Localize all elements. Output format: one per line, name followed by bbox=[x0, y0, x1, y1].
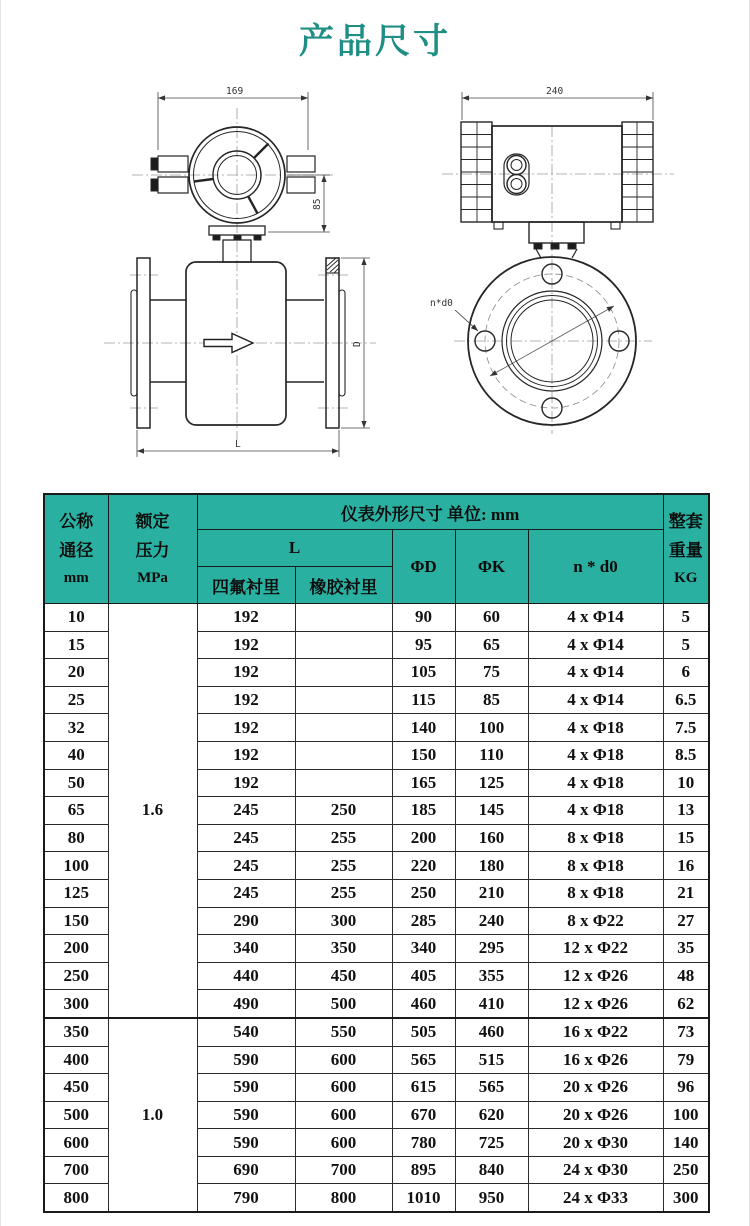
cell-phi-d: 200 bbox=[392, 824, 455, 852]
cell-n-d0: 24 x Φ30 bbox=[528, 1156, 663, 1184]
cell-nominal-diameter: 100 bbox=[44, 852, 108, 880]
cell-n-d0: 4 x Φ18 bbox=[528, 769, 663, 797]
cell-l-ptfe: 245 bbox=[197, 879, 295, 907]
cell-l-ptfe: 590 bbox=[197, 1046, 295, 1074]
cell-n-d0: 8 x Φ18 bbox=[528, 852, 663, 880]
cell-weight: 6.5 bbox=[663, 686, 709, 714]
cell-n-d0: 8 x Φ18 bbox=[528, 824, 663, 852]
cell-phi-d: 105 bbox=[392, 659, 455, 687]
cell-l-rubber bbox=[295, 714, 392, 742]
cell-n-d0: 20 x Φ26 bbox=[528, 1101, 663, 1129]
cell-phi-d: 780 bbox=[392, 1129, 455, 1157]
dim-240-label: 240 bbox=[546, 86, 564, 97]
cell-weight: 15 bbox=[663, 824, 709, 852]
dim-169-label: 169 bbox=[226, 86, 244, 97]
dim-L-label: L bbox=[235, 439, 241, 450]
header-outline-dimensions: 仪表外形尺寸 单位: mm bbox=[197, 494, 663, 530]
cell-n-d0: 20 x Φ26 bbox=[528, 1074, 663, 1102]
cell-nominal-diameter: 80 bbox=[44, 824, 108, 852]
cell-phi-k: 125 bbox=[455, 769, 528, 797]
cell-rated-pressure: 1.0 bbox=[108, 1018, 197, 1212]
cell-l-ptfe: 192 bbox=[197, 741, 295, 769]
cell-n-d0: 8 x Φ18 bbox=[528, 879, 663, 907]
cell-l-ptfe: 290 bbox=[197, 907, 295, 935]
cell-phi-d: 250 bbox=[392, 879, 455, 907]
cell-phi-d: 220 bbox=[392, 852, 455, 880]
cell-nominal-diameter: 40 bbox=[44, 741, 108, 769]
cell-phi-d: 670 bbox=[392, 1101, 455, 1129]
cell-n-d0: 12 x Φ26 bbox=[528, 990, 663, 1018]
cell-phi-d: 185 bbox=[392, 797, 455, 825]
cell-n-d0: 20 x Φ30 bbox=[528, 1129, 663, 1157]
cell-l-rubber: 600 bbox=[295, 1129, 392, 1157]
table-body bbox=[44, 604, 709, 1213]
cell-phi-k: 410 bbox=[455, 990, 528, 1018]
cell-weight: 300 bbox=[663, 1184, 709, 1212]
cell-l-ptfe: 590 bbox=[197, 1129, 295, 1157]
cell-l-ptfe: 192 bbox=[197, 686, 295, 714]
cell-nominal-diameter: 50 bbox=[44, 769, 108, 797]
header-L: L bbox=[197, 530, 392, 567]
cell-phi-k: 950 bbox=[455, 1184, 528, 1212]
cell-l-rubber bbox=[295, 686, 392, 714]
cell-nominal-diameter: 350 bbox=[44, 1018, 108, 1046]
cell-nominal-diameter: 20 bbox=[44, 659, 108, 687]
header-total-weight: 整套 重量 KG bbox=[663, 494, 709, 604]
cell-phi-d: 115 bbox=[392, 686, 455, 714]
cell-nominal-diameter: 250 bbox=[44, 962, 108, 990]
cell-weight: 6 bbox=[663, 659, 709, 687]
cell-l-ptfe: 192 bbox=[197, 769, 295, 797]
cell-l-rubber bbox=[295, 659, 392, 687]
header-phi-d: ΦD bbox=[392, 530, 455, 604]
cell-l-rubber: 450 bbox=[295, 962, 392, 990]
cell-l-rubber: 600 bbox=[295, 1101, 392, 1129]
cell-n-d0: 12 x Φ26 bbox=[528, 962, 663, 990]
cell-phi-k: 110 bbox=[455, 741, 528, 769]
cell-phi-k: 355 bbox=[455, 962, 528, 990]
cell-nominal-diameter: 65 bbox=[44, 797, 108, 825]
cell-phi-k: 160 bbox=[455, 824, 528, 852]
cell-weight: 7.5 bbox=[663, 714, 709, 742]
cell-l-rubber: 255 bbox=[295, 852, 392, 880]
cell-weight: 27 bbox=[663, 907, 709, 935]
cell-n-d0: 16 x Φ22 bbox=[528, 1018, 663, 1046]
cell-weight: 73 bbox=[663, 1018, 709, 1046]
header-n-d0: n * d0 bbox=[528, 530, 663, 604]
header-ptfe-lining: 四氟衬里 bbox=[197, 567, 295, 604]
cell-n-d0: 16 x Φ26 bbox=[528, 1046, 663, 1074]
cell-l-rubber: 550 bbox=[295, 1018, 392, 1046]
cell-n-d0: 8 x Φ22 bbox=[528, 907, 663, 935]
table-header bbox=[44, 494, 709, 604]
header-nominal-diameter: 公称 通径 mm bbox=[44, 494, 108, 604]
cell-l-rubber bbox=[295, 604, 392, 632]
cell-weight: 35 bbox=[663, 935, 709, 963]
cell-l-rubber: 255 bbox=[295, 824, 392, 852]
cell-l-ptfe: 245 bbox=[197, 852, 295, 880]
cell-l-rubber: 250 bbox=[295, 797, 392, 825]
cell-n-d0: 4 x Φ18 bbox=[528, 714, 663, 742]
cell-l-rubber: 600 bbox=[295, 1046, 392, 1074]
cell-n-d0: 4 x Φ14 bbox=[528, 631, 663, 659]
cell-phi-d: 90 bbox=[392, 604, 455, 632]
header-rated-pressure: 额定 压力 MPa bbox=[108, 494, 197, 604]
cell-l-rubber: 350 bbox=[295, 935, 392, 963]
cell-l-rubber bbox=[295, 631, 392, 659]
header-phi-k: ΦK bbox=[455, 530, 528, 604]
cell-phi-k: 840 bbox=[455, 1156, 528, 1184]
cell-phi-d: 150 bbox=[392, 741, 455, 769]
cell-l-ptfe: 540 bbox=[197, 1018, 295, 1046]
page-title: 产品尺寸 bbox=[298, 22, 451, 61]
dim-D-label: D bbox=[352, 341, 363, 347]
cell-phi-d: 405 bbox=[392, 962, 455, 990]
cell-phi-k: 145 bbox=[455, 797, 528, 825]
cell-nominal-diameter: 125 bbox=[44, 879, 108, 907]
cell-phi-d: 140 bbox=[392, 714, 455, 742]
cell-l-ptfe: 790 bbox=[197, 1184, 295, 1212]
cell-l-rubber: 700 bbox=[295, 1156, 392, 1184]
cell-nominal-diameter: 500 bbox=[44, 1101, 108, 1129]
cell-n-d0: 4 x Φ14 bbox=[528, 659, 663, 687]
cell-phi-d: 505 bbox=[392, 1018, 455, 1046]
cell-weight: 13 bbox=[663, 797, 709, 825]
cell-phi-k: 85 bbox=[455, 686, 528, 714]
cell-nominal-diameter: 600 bbox=[44, 1129, 108, 1157]
cell-weight: 250 bbox=[663, 1156, 709, 1184]
dimension-spec-table bbox=[43, 493, 710, 1213]
cell-phi-d: 615 bbox=[392, 1074, 455, 1102]
cell-n-d0: 4 x Φ14 bbox=[528, 604, 663, 632]
cell-phi-d: 895 bbox=[392, 1156, 455, 1184]
cell-nominal-diameter: 15 bbox=[44, 631, 108, 659]
cell-l-ptfe: 440 bbox=[197, 962, 295, 990]
cell-phi-d: 565 bbox=[392, 1046, 455, 1074]
cell-n-d0: 4 x Φ14 bbox=[528, 686, 663, 714]
cell-n-d0: 24 x Φ33 bbox=[528, 1184, 663, 1212]
cell-phi-d: 460 bbox=[392, 990, 455, 1018]
cell-l-ptfe: 192 bbox=[197, 631, 295, 659]
cell-weight: 48 bbox=[663, 962, 709, 990]
cell-weight: 16 bbox=[663, 852, 709, 880]
cell-weight: 100 bbox=[663, 1101, 709, 1129]
cell-l-ptfe: 690 bbox=[197, 1156, 295, 1184]
cell-nominal-diameter: 300 bbox=[44, 990, 108, 1018]
cell-l-ptfe: 590 bbox=[197, 1101, 295, 1129]
cell-weight: 21 bbox=[663, 879, 709, 907]
cell-l-rubber: 500 bbox=[295, 990, 392, 1018]
cell-nominal-diameter: 32 bbox=[44, 714, 108, 742]
cell-phi-k: 75 bbox=[455, 659, 528, 687]
dim-85-label: 85 bbox=[312, 198, 323, 210]
header-rubber-lining: 橡胶衬里 bbox=[295, 567, 392, 604]
cell-phi-k: 65 bbox=[455, 631, 528, 659]
cell-phi-k: 295 bbox=[455, 935, 528, 963]
cell-phi-k: 515 bbox=[455, 1046, 528, 1074]
cell-nominal-diameter: 150 bbox=[44, 907, 108, 935]
table-row bbox=[44, 1018, 709, 1046]
cell-l-rubber: 255 bbox=[295, 879, 392, 907]
cell-weight: 62 bbox=[663, 990, 709, 1018]
cell-nominal-diameter: 400 bbox=[44, 1046, 108, 1074]
cell-weight: 79 bbox=[663, 1046, 709, 1074]
cell-l-ptfe: 192 bbox=[197, 714, 295, 742]
cell-l-ptfe: 590 bbox=[197, 1074, 295, 1102]
cell-l-rubber bbox=[295, 769, 392, 797]
cell-l-ptfe: 340 bbox=[197, 935, 295, 963]
cell-weight: 10 bbox=[663, 769, 709, 797]
cell-nominal-diameter: 450 bbox=[44, 1074, 108, 1102]
cell-l-ptfe: 245 bbox=[197, 797, 295, 825]
cell-nominal-diameter: 800 bbox=[44, 1184, 108, 1212]
cell-phi-k: 240 bbox=[455, 907, 528, 935]
cell-n-d0: 12 x Φ22 bbox=[528, 935, 663, 963]
cell-phi-d: 1010 bbox=[392, 1184, 455, 1212]
cell-weight: 96 bbox=[663, 1074, 709, 1102]
cell-phi-d: 165 bbox=[392, 769, 455, 797]
cell-l-rubber bbox=[295, 741, 392, 769]
flowmeter-front-view-drawing bbox=[424, 80, 719, 470]
cell-weight: 5 bbox=[663, 604, 709, 632]
cell-l-ptfe: 245 bbox=[197, 824, 295, 852]
cell-l-rubber: 600 bbox=[295, 1074, 392, 1102]
flowmeter-side-view-drawing bbox=[96, 80, 386, 480]
cell-phi-k: 60 bbox=[455, 604, 528, 632]
cell-phi-k: 565 bbox=[455, 1074, 528, 1102]
cell-phi-k: 210 bbox=[455, 879, 528, 907]
cell-rated-pressure: 1.6 bbox=[108, 604, 197, 1018]
cell-phi-d: 285 bbox=[392, 907, 455, 935]
cell-phi-d: 95 bbox=[392, 631, 455, 659]
cell-nominal-diameter: 200 bbox=[44, 935, 108, 963]
cell-weight: 140 bbox=[663, 1129, 709, 1157]
cell-phi-k: 725 bbox=[455, 1129, 528, 1157]
cell-l-ptfe: 192 bbox=[197, 659, 295, 687]
cell-phi-k: 100 bbox=[455, 714, 528, 742]
cell-l-rubber: 300 bbox=[295, 907, 392, 935]
cell-n-d0: 4 x Φ18 bbox=[528, 797, 663, 825]
cell-phi-k: 180 bbox=[455, 852, 528, 880]
cell-phi-k: 460 bbox=[455, 1018, 528, 1046]
cell-nominal-diameter: 25 bbox=[44, 686, 108, 714]
cell-nominal-diameter: 10 bbox=[44, 604, 108, 632]
cell-l-rubber: 800 bbox=[295, 1184, 392, 1212]
bolt-holes-label: n*d0 bbox=[430, 298, 453, 309]
cell-weight: 5 bbox=[663, 631, 709, 659]
cell-l-ptfe: 490 bbox=[197, 990, 295, 1018]
cell-l-ptfe: 192 bbox=[197, 604, 295, 632]
cell-n-d0: 4 x Φ18 bbox=[528, 741, 663, 769]
table-row bbox=[44, 604, 709, 632]
cell-nominal-diameter: 700 bbox=[44, 1156, 108, 1184]
cell-phi-d: 340 bbox=[392, 935, 455, 963]
cell-weight: 8.5 bbox=[663, 741, 709, 769]
cell-phi-k: 620 bbox=[455, 1101, 528, 1129]
